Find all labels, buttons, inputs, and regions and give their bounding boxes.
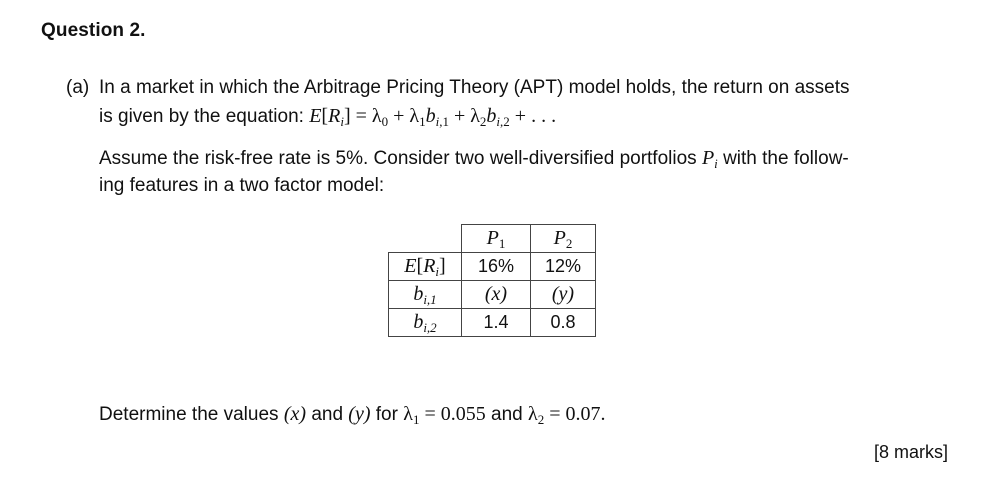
apt-equation: $E[R_i] = \lambda_0 + \lambda_1b_{i,1} + \lambda_2b_{i,2}$ + . . . xyxy=(309,105,557,129)
determine-for: for xyxy=(375,404,398,425)
row-label-beta-2: $b_{i,2}$ xyxy=(389,309,462,337)
lambda1-equation: $\lambda_1 = 0.055$ xyxy=(403,403,486,427)
table-header-p2: $P_2$ xyxy=(531,225,596,253)
cell-p1-beta1: (x) xyxy=(462,281,531,309)
cell-p2-beta2: 0.8 xyxy=(531,309,596,337)
table-row xyxy=(389,309,596,337)
cell-p1-return: 16% xyxy=(462,253,531,281)
question-title: Question 2. xyxy=(41,20,146,41)
row-label-expected-return: $E[R_i]$ xyxy=(389,253,462,281)
var-x: (x) xyxy=(283,403,307,425)
portfolio-symbol: $P_i$ xyxy=(701,147,718,171)
table-corner-cell xyxy=(389,225,462,253)
intro-line-1: In a market in which the Arbitrage Pricing Theory (APT) model holds, the return on assets xyxy=(99,77,850,98)
assume-line-2: ing features in a two factor model: xyxy=(99,175,385,196)
marks-label: [8 marks] xyxy=(873,442,948,462)
determine-and-2: and xyxy=(491,404,523,425)
determine-and-1: and xyxy=(311,404,344,425)
determine-text: Determine the values xyxy=(99,404,279,425)
cell-p1-beta2: 1.4 xyxy=(462,309,531,337)
assume-text-b: with the follow- xyxy=(723,148,849,169)
intro-line-2-text: is given by the equation: xyxy=(99,106,304,127)
table-row xyxy=(389,281,596,309)
assume-line-1 xyxy=(99,146,849,171)
row-label-beta-1: $b_{i,1}$ xyxy=(389,281,462,309)
table-header-p1: $P_1$ xyxy=(462,225,531,253)
table-header-row xyxy=(389,225,596,253)
features-table xyxy=(388,224,596,337)
assume-text-a: Assume the risk-free rate is 5%. Consider two well-diversified portfolios xyxy=(99,148,697,169)
part-label: (a) xyxy=(66,77,90,98)
lambda2-equation: $\lambda_2 = 0.07$. xyxy=(528,403,606,427)
var-y: (y) xyxy=(348,403,371,425)
table-row xyxy=(389,253,596,281)
cell-p2-beta1: (y) xyxy=(531,281,596,309)
cell-p2-return: 12% xyxy=(531,253,596,281)
determine-line xyxy=(99,402,605,427)
intro-line-2 xyxy=(99,104,556,129)
